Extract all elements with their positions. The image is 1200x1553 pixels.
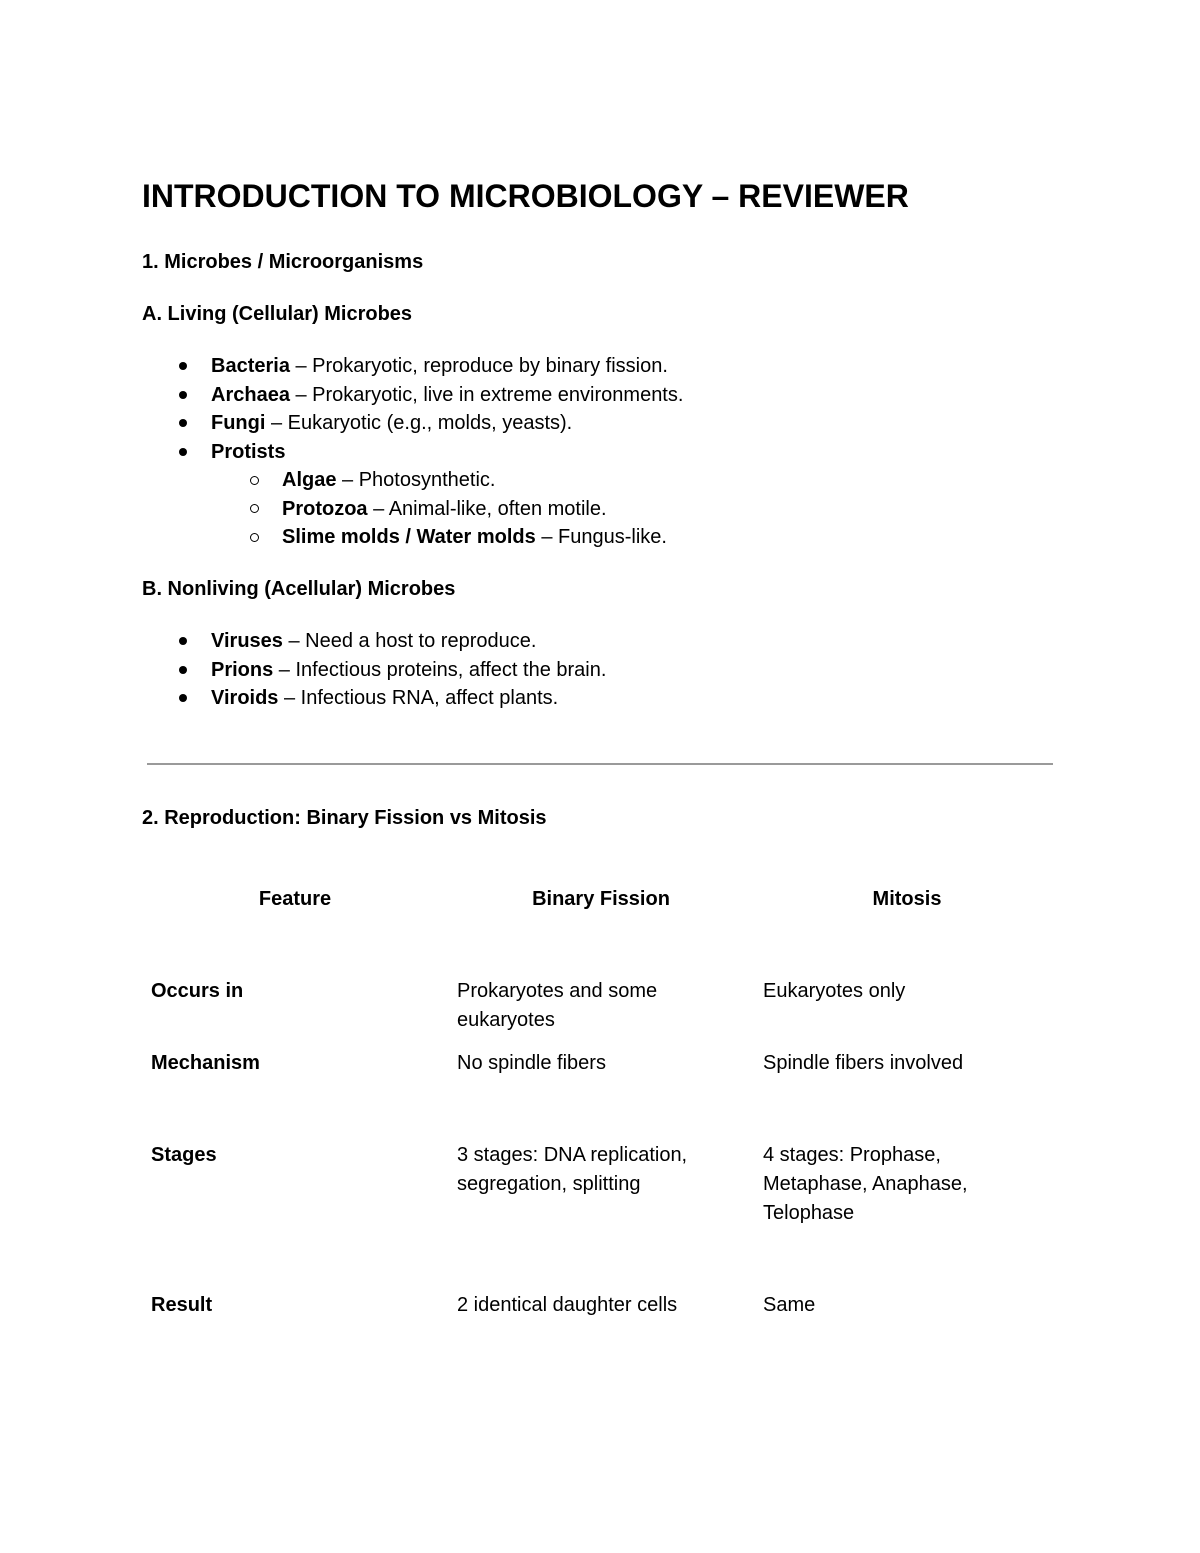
bullet-icon xyxy=(179,362,187,370)
list-item-archaea xyxy=(0,381,683,410)
bullet-icon xyxy=(179,391,187,399)
term: Protozoa xyxy=(282,497,368,520)
comparison-table xyxy=(142,870,1060,1351)
column-header-binary-fission: Binary Fission xyxy=(532,888,670,910)
description: – Fungus-like. xyxy=(535,526,667,548)
section-1-heading: 1. Microbes / Microorganisms xyxy=(142,251,424,273)
term: Protists xyxy=(211,440,286,463)
description: – Animal-like, often motile. xyxy=(367,497,607,520)
description: – Prokaryotic, live in extreme environments. xyxy=(289,383,684,406)
description: – Photosynthetic. xyxy=(336,469,496,491)
row-label: Mechanism xyxy=(151,1052,260,1074)
description: – Need a host to reproduce. xyxy=(282,630,537,652)
description: – Infectious RNA, affect plants. xyxy=(278,687,559,709)
term: Archaea xyxy=(211,383,290,406)
nonliving-microbes-list xyxy=(0,627,606,713)
term: Algae xyxy=(282,469,337,491)
column-header-feature: Feature xyxy=(258,888,332,910)
list-item-fungi xyxy=(0,409,683,438)
description: – Infectious proteins, affect the brain. xyxy=(273,658,607,681)
table-row xyxy=(142,928,1060,1049)
bullet-icon xyxy=(179,419,187,427)
nonliving-microbes-heading: B. Nonliving (Acellular) Microbes xyxy=(142,578,456,600)
column-header-mitosis: Mitosis xyxy=(872,888,942,910)
bullet-icon xyxy=(179,637,187,645)
term: Viroids xyxy=(211,687,279,709)
hollow-bullet-icon xyxy=(250,504,259,513)
list-item-bacteria xyxy=(0,352,683,381)
term: Viruses xyxy=(211,630,283,652)
term: Fungi xyxy=(211,412,266,434)
hollow-bullet-icon xyxy=(250,476,259,485)
table-cell: 3 stages: DNA replication, segregation, splitting xyxy=(457,1144,688,1195)
list-item-protozoa xyxy=(0,495,683,524)
list-item-viroids xyxy=(0,684,606,713)
row-label: Result xyxy=(151,1294,213,1316)
table-cell: Eukaryotes only xyxy=(763,980,906,1002)
document-title: INTRODUCTION TO MICROBIOLOGY – REVIEWER xyxy=(142,178,909,214)
list-item-prions xyxy=(0,656,606,685)
table-cell: No spindle fibers xyxy=(457,1052,606,1074)
table-header-row xyxy=(142,870,1060,928)
row-label: Stages xyxy=(151,1144,217,1166)
row-label: Occurs in xyxy=(151,980,244,1002)
list-item-algae xyxy=(0,466,683,495)
horizontal-divider xyxy=(147,763,1053,765)
bullet-icon xyxy=(179,666,187,674)
list-item-viruses xyxy=(0,627,606,656)
bullet-icon xyxy=(179,694,187,702)
term: Slime molds / Water molds xyxy=(282,526,536,548)
table-cell: Spindle fibers involved xyxy=(763,1052,964,1074)
table-cell: Same xyxy=(763,1294,816,1316)
living-microbes-heading: A. Living (Cellular) Microbes xyxy=(142,303,413,325)
table-row xyxy=(142,1141,1060,1291)
hollow-bullet-icon xyxy=(250,533,259,542)
table-cell: 2 identical daughter cells xyxy=(457,1294,678,1316)
living-microbes-list xyxy=(0,352,683,552)
bullet-icon xyxy=(179,448,187,456)
table-row xyxy=(142,1291,1060,1351)
table-cell: 4 stages: Prophase, Metaphase, Anaphase, Telophase xyxy=(763,1144,968,1224)
section-2-heading: 2. Reproduction: Binary Fission vs Mitosis xyxy=(142,807,547,829)
table-row xyxy=(142,1049,1060,1141)
term: Bacteria xyxy=(211,355,290,377)
list-item-protists xyxy=(0,438,683,467)
description: – Prokaryotic, reproduce by binary fission. xyxy=(289,355,668,377)
term: Prions xyxy=(211,658,274,681)
description: – Eukaryotic (e.g., molds, yeasts). xyxy=(265,412,573,434)
list-item-slime-molds xyxy=(0,523,683,552)
table-cell: Prokaryotes and some eukaryotes xyxy=(457,980,658,1031)
